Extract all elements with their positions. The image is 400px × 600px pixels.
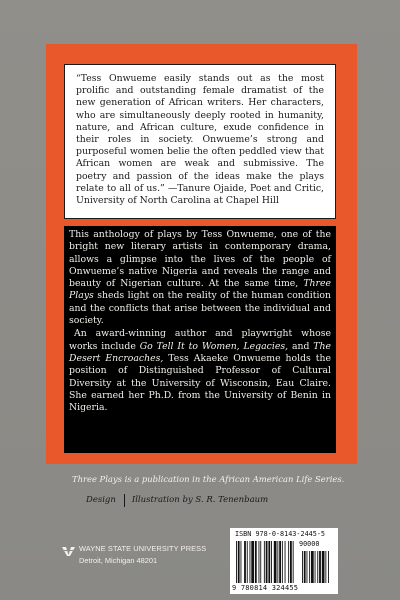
description-text: An award-winning author and playwright whose works include <box>69 328 331 352</box>
description-paragraph-1 <box>69 229 331 327</box>
series-note <box>72 474 372 484</box>
review-quote: “Tess Onwueme easily stands out as the most prolific and outstanding female dramatist of the new generation of African writers. Her characters, who are simultaneously deeply rooted in humanity, nature, and African culture, exude confidence in their roles in society. Onwueme’s strong and purposeful women belie the often peddled view that African women are weak and submissive. The poetry and passion of the ideas make the plays relate to all of us.” —Tanure Ojaide, Poet and Critic, University of North Carolina at Chapel Hill <box>76 73 324 207</box>
price-code: 90000 <box>299 540 320 548</box>
publisher-city: Detroit, Michigan 48201 <box>79 556 158 565</box>
publisher-logo-icon <box>62 546 75 556</box>
credit-divider <box>124 494 125 507</box>
isbn-number: ISBN 978-0-8143-2445-5 <box>235 530 326 538</box>
ean-digits: 9 780814 324455 <box>232 584 299 592</box>
description-text: and <box>288 340 314 352</box>
work-title: The Desert Encroaches, <box>69 340 331 364</box>
description-text: sheds light on the reality of the human condition and the conflicts that arise between the individual and society. <box>69 290 331 327</box>
publisher-name: WAYNE STATE UNIVERSITY PRESS <box>79 544 207 553</box>
description-paragraph-2 <box>69 328 331 414</box>
illustration-credit: Illustration by S. R. Tenenbaum <box>131 495 269 505</box>
description-text: Tess Akaeke Onwueme holds the position of Distinguished Professor of Cultural Diversity at the University of Wisconsin, Eau Claire. She earned her Ph.D. from the University of Benin in Nigeria. <box>69 352 331 414</box>
series-text: is a publication in the <box>121 474 220 484</box>
description-text: This anthology of plays by Tess Onwueme, one of the bright new literary artists in contemporary drama, allows a glimpse into the lives of the people of Onwueme’s native Nigeria and reveals the range and beauty of Nigerian culture. At the same time, <box>69 229 331 290</box>
quote-box <box>64 64 336 219</box>
series-name: African American Life Series. <box>219 474 345 484</box>
book-title: Three Plays <box>69 278 331 302</box>
book-title: Three Plays <box>72 474 122 484</box>
design-credit: Design <box>86 495 116 505</box>
work-title: Go Tell It to Women, Legacies, <box>139 340 289 352</box>
barcode-box <box>230 528 338 594</box>
description-box <box>64 226 336 453</box>
credits <box>86 492 268 508</box>
